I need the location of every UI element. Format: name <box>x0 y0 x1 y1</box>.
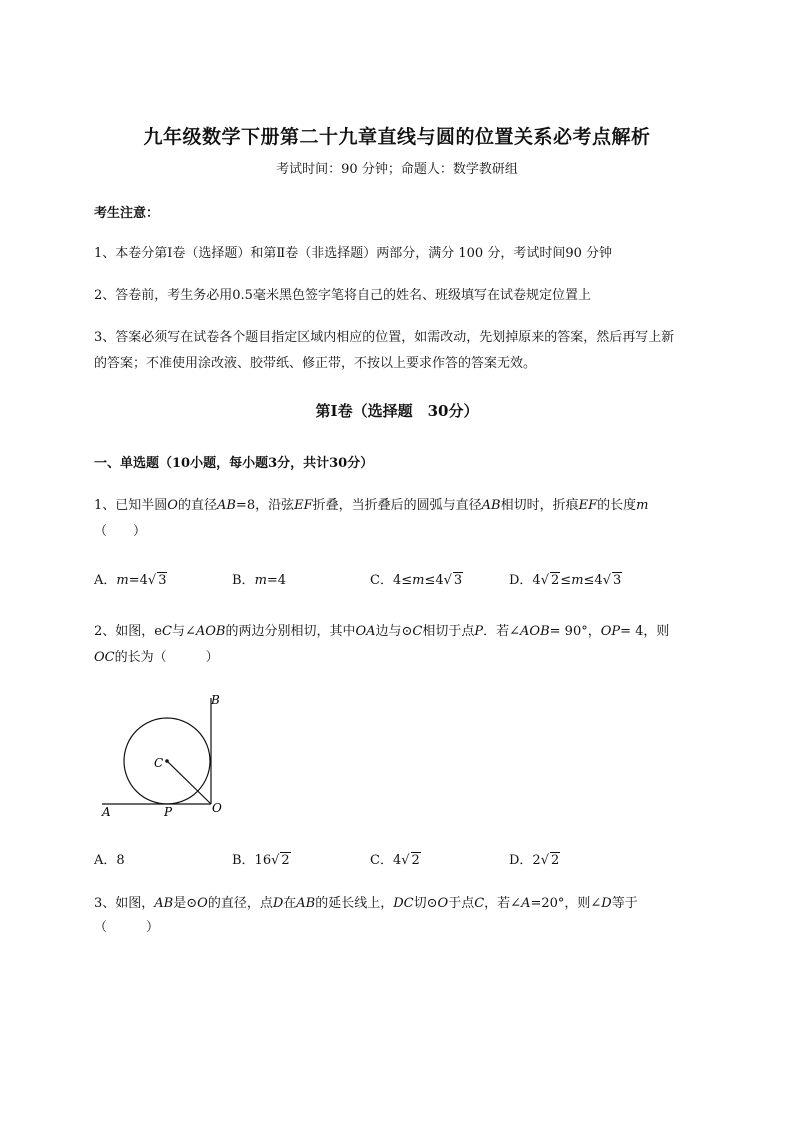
part-heading: 一、单选题（10小题，每小题3分，共计30分） <box>94 456 374 471</box>
note-item-1: 1、本卷分第Ⅰ卷（选择题）和第Ⅱ卷（非选择题）两部分，满分 100 分，考试时间90 分钟 <box>94 246 612 261</box>
q2-geometry-figure <box>96 690 236 825</box>
note-item-3: 3、答案必须写在试卷各个题目指定区域内相应的位置，如需改动，先划掉原来的答案，然后再写上新 <box>94 330 675 345</box>
section-title: 第Ⅰ卷（选择题 30分） <box>315 402 479 420</box>
label-p: P <box>164 805 173 819</box>
note-item-3-cont: 的答案；不准使用涂改液、胶带纸、修正带，不按以上要求作答的答案无效。 <box>94 356 537 371</box>
question-1-stem: 1、已知半圆O的直径AB=8，沿弦EF折叠，当折叠后的圆弧与直径AB相切时，折痕EF的长度m <box>94 498 649 513</box>
question-3-stem: 3、如图，AB是⊙O的直径，点D在AB的延长线上，DC切⊙O于点C，若∠A=20°，则∠D等于 <box>94 896 638 911</box>
note-item-2: 2、答卷前，考生务必用0.5毫米黑色签字笔将自己的姓名、班级填写在试卷规定位置上 <box>94 288 591 303</box>
page-title: 九年级数学下册第二十九章直线与圆的位置关系必考点解析 <box>143 126 651 148</box>
question-2-stem: 2、如图，eC与∠AOB的两边分别相切，其中OA边与⊙C相切于点P．若∠AOB= 90°，OP= 4，则 <box>94 624 670 639</box>
notes-heading: 考生注意： <box>94 206 160 221</box>
q1-option-a[interactable]: A．m=4√ 3 <box>94 573 167 588</box>
q2-option-a[interactable]: A．8 <box>94 853 125 868</box>
q2-option-b[interactable]: B．16√ 2 <box>232 853 290 868</box>
question-2-blank: OC的长为（ ） <box>94 650 219 665</box>
q1-option-b[interactable]: B．m=4 <box>232 573 287 588</box>
label-b: B <box>211 693 220 707</box>
label-c: C <box>154 756 164 770</box>
q1-option-c[interactable]: C．4≤m≤4√ 3 <box>370 573 463 588</box>
q1-option-d[interactable]: D．4√ 2≤m≤4√ 3 <box>509 573 622 588</box>
center-point-c <box>165 759 169 763</box>
q2-option-d[interactable]: D．2√ 2 <box>509 853 560 868</box>
question-3-blank: （ ） <box>94 920 160 935</box>
label-o: O <box>212 801 222 815</box>
q2-option-c[interactable]: C．4√ 2 <box>370 853 420 868</box>
exam-info: 考试时间：90 分钟；命题人：数学教研组 <box>276 162 518 177</box>
question-1-blank: （ ） <box>94 524 147 539</box>
label-a: A <box>102 805 111 819</box>
